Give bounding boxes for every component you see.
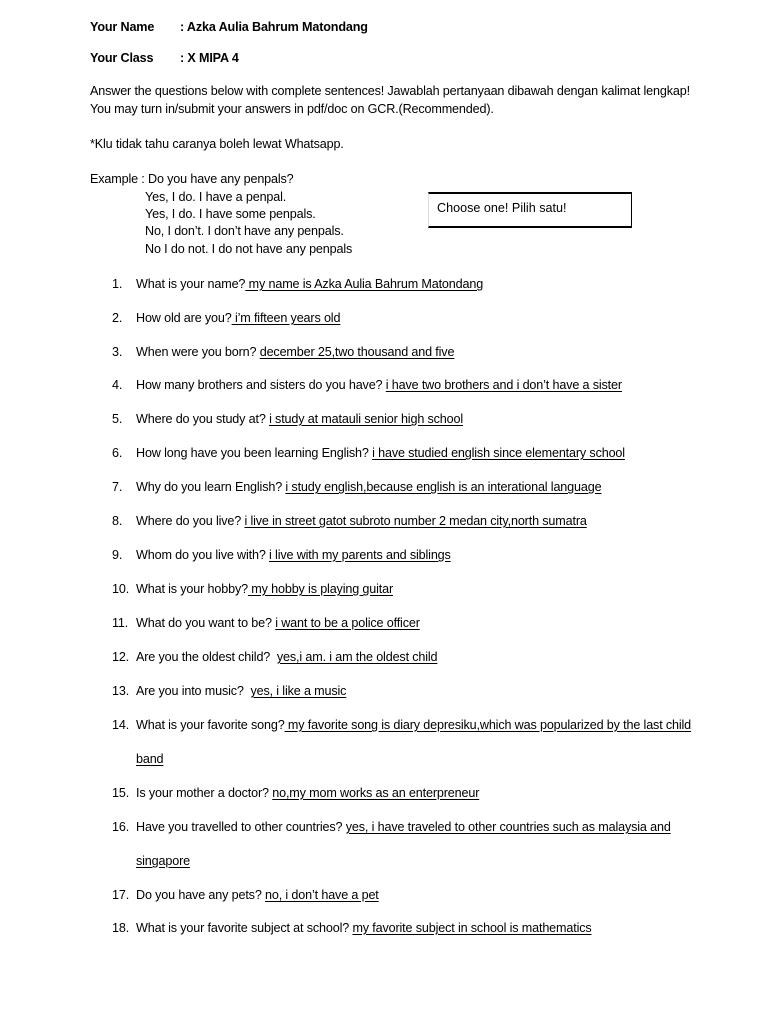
question-item <box>112 820 671 835</box>
example-label: Example : Do you have any penpals? <box>90 172 294 186</box>
question-number: 4. <box>112 378 123 392</box>
question-text: What do you want to be? <box>136 616 276 630</box>
question-text: Is your mother a doctor? <box>136 786 273 800</box>
answer-text: i study at matauli senior high school <box>269 412 464 426</box>
question-item <box>112 684 346 699</box>
question-item <box>112 446 625 461</box>
name-value: : Azka Aulia Bahrum Matondang <box>180 20 368 34</box>
answer-text: i’m fifteen years old <box>231 311 341 325</box>
answer-text: yes, i have traveled to other countries such as malaysia and <box>345 820 671 834</box>
question-text: Do you have any pets? <box>136 888 266 902</box>
question-number: 15. <box>112 786 130 800</box>
question-number: 13. <box>112 684 130 698</box>
answer-text: yes,i am. i am the oldest child <box>276 650 438 664</box>
answer-text: my favorite subject in school is mathematics <box>352 921 592 935</box>
question-number: 9. <box>112 548 123 562</box>
question-number: 1. <box>112 277 123 291</box>
answer-text: my name is Azka Aulia Bahrum Matondang <box>245 277 484 291</box>
class-value: : X MIPA 4 <box>180 51 239 65</box>
example-line-1: Yes, I do. I have a penpal. <box>145 190 287 204</box>
question-number: 12. <box>112 650 130 664</box>
example-line-3: No, I don’t. I don’t have any penpals. <box>145 224 344 238</box>
answer-text: my favorite song is diary depresiku,which was popularized by the last child <box>284 718 692 732</box>
question-item <box>112 650 437 665</box>
question-item <box>112 582 393 597</box>
question-number: 7. <box>112 480 123 494</box>
question-text: Have you travelled to other countries? <box>136 820 346 834</box>
question-item <box>112 514 587 529</box>
answer-text: no, i don’t have a pet <box>265 888 379 902</box>
question-text: What is your name? <box>136 277 246 291</box>
question-item <box>112 277 483 292</box>
question-text: What is your favorite subject at school? <box>136 921 353 935</box>
question-item <box>112 345 454 360</box>
choose-one-box <box>428 192 632 228</box>
answer-text: i have two brothers and i don’t have a sister <box>385 378 622 392</box>
question-number: 6. <box>112 446 123 460</box>
instruction-note: *Klu tidak tahu caranya boleh lewat Whatsapp. <box>90 137 344 151</box>
question-number: 17. <box>112 888 130 902</box>
question-item <box>112 786 479 801</box>
question-number: 5. <box>112 412 123 426</box>
example-line-4: No I do not. I do not have any penpals <box>145 242 353 256</box>
question-item <box>112 480 601 495</box>
answer-text: i study english,because english is an interational language <box>285 480 602 494</box>
example-line-2: Yes, I do. I have some penpals. <box>145 207 316 221</box>
answer-text: i live in street gatot subroto number 2 medan city,north sumatra <box>244 514 587 528</box>
question-text: Where do you live? <box>136 514 245 528</box>
instruction-line-1: Answer the questions below with complete sentences! Jawablah pertanyaan dibawah dengan kalimat lengkap! <box>90 84 690 98</box>
question-text: How many brothers and sisters do you have? <box>136 378 386 392</box>
answer-text: i want to be a police officer <box>275 616 420 630</box>
question-text: Whom do you live with? <box>136 548 270 562</box>
question-number: 3. <box>112 345 123 359</box>
question-text: Where do you study at? <box>136 412 270 426</box>
question-number: 14. <box>112 718 130 732</box>
class-label: Your Class <box>90 51 154 65</box>
question-text: Are you into music? <box>136 684 251 698</box>
question-item <box>112 548 451 563</box>
question-item <box>112 921 592 936</box>
question-number: 2. <box>112 311 123 325</box>
question-text: What is your hobby? <box>136 582 248 596</box>
question-item <box>112 718 691 733</box>
instruction-line-2: You may turn in/submit your answers in pdf/doc on GCR.(Recommended). <box>90 102 494 116</box>
question-item <box>112 311 340 326</box>
answer-text: no,my mom works as an enterpreneur <box>272 786 480 800</box>
answer-text: my hobby is playing guitar <box>247 582 394 596</box>
answer-text: i have studied english since elementary school <box>372 446 625 460</box>
question-text: What is your favorite song? <box>136 718 285 732</box>
question-number: 11. <box>112 616 129 630</box>
answer-continuation: band <box>136 752 164 766</box>
question-item <box>112 378 622 393</box>
answer-text: i live with my parents and siblings <box>269 548 451 562</box>
choose-one-text: Choose one! Pilih satu! <box>437 201 567 215</box>
question-number: 8. <box>112 514 123 528</box>
question-number: 18. <box>112 921 130 935</box>
question-text: Why do you learn English? <box>136 480 286 494</box>
answer-text: yes, i like a music <box>250 684 347 698</box>
question-text: Are you the oldest child? <box>136 650 277 664</box>
answer-text: december 25,two thousand and five <box>259 345 455 359</box>
question-text: How old are you? <box>136 311 232 325</box>
question-item <box>112 616 420 631</box>
question-text: How long have you been learning English? <box>136 446 373 460</box>
question-item <box>112 888 379 903</box>
question-item <box>112 412 463 427</box>
question-number: 10. <box>112 582 130 596</box>
name-label: Your Name <box>90 20 155 34</box>
question-number: 16. <box>112 820 130 834</box>
question-text: When were you born? <box>136 345 260 359</box>
answer-continuation: singapore <box>136 854 190 868</box>
